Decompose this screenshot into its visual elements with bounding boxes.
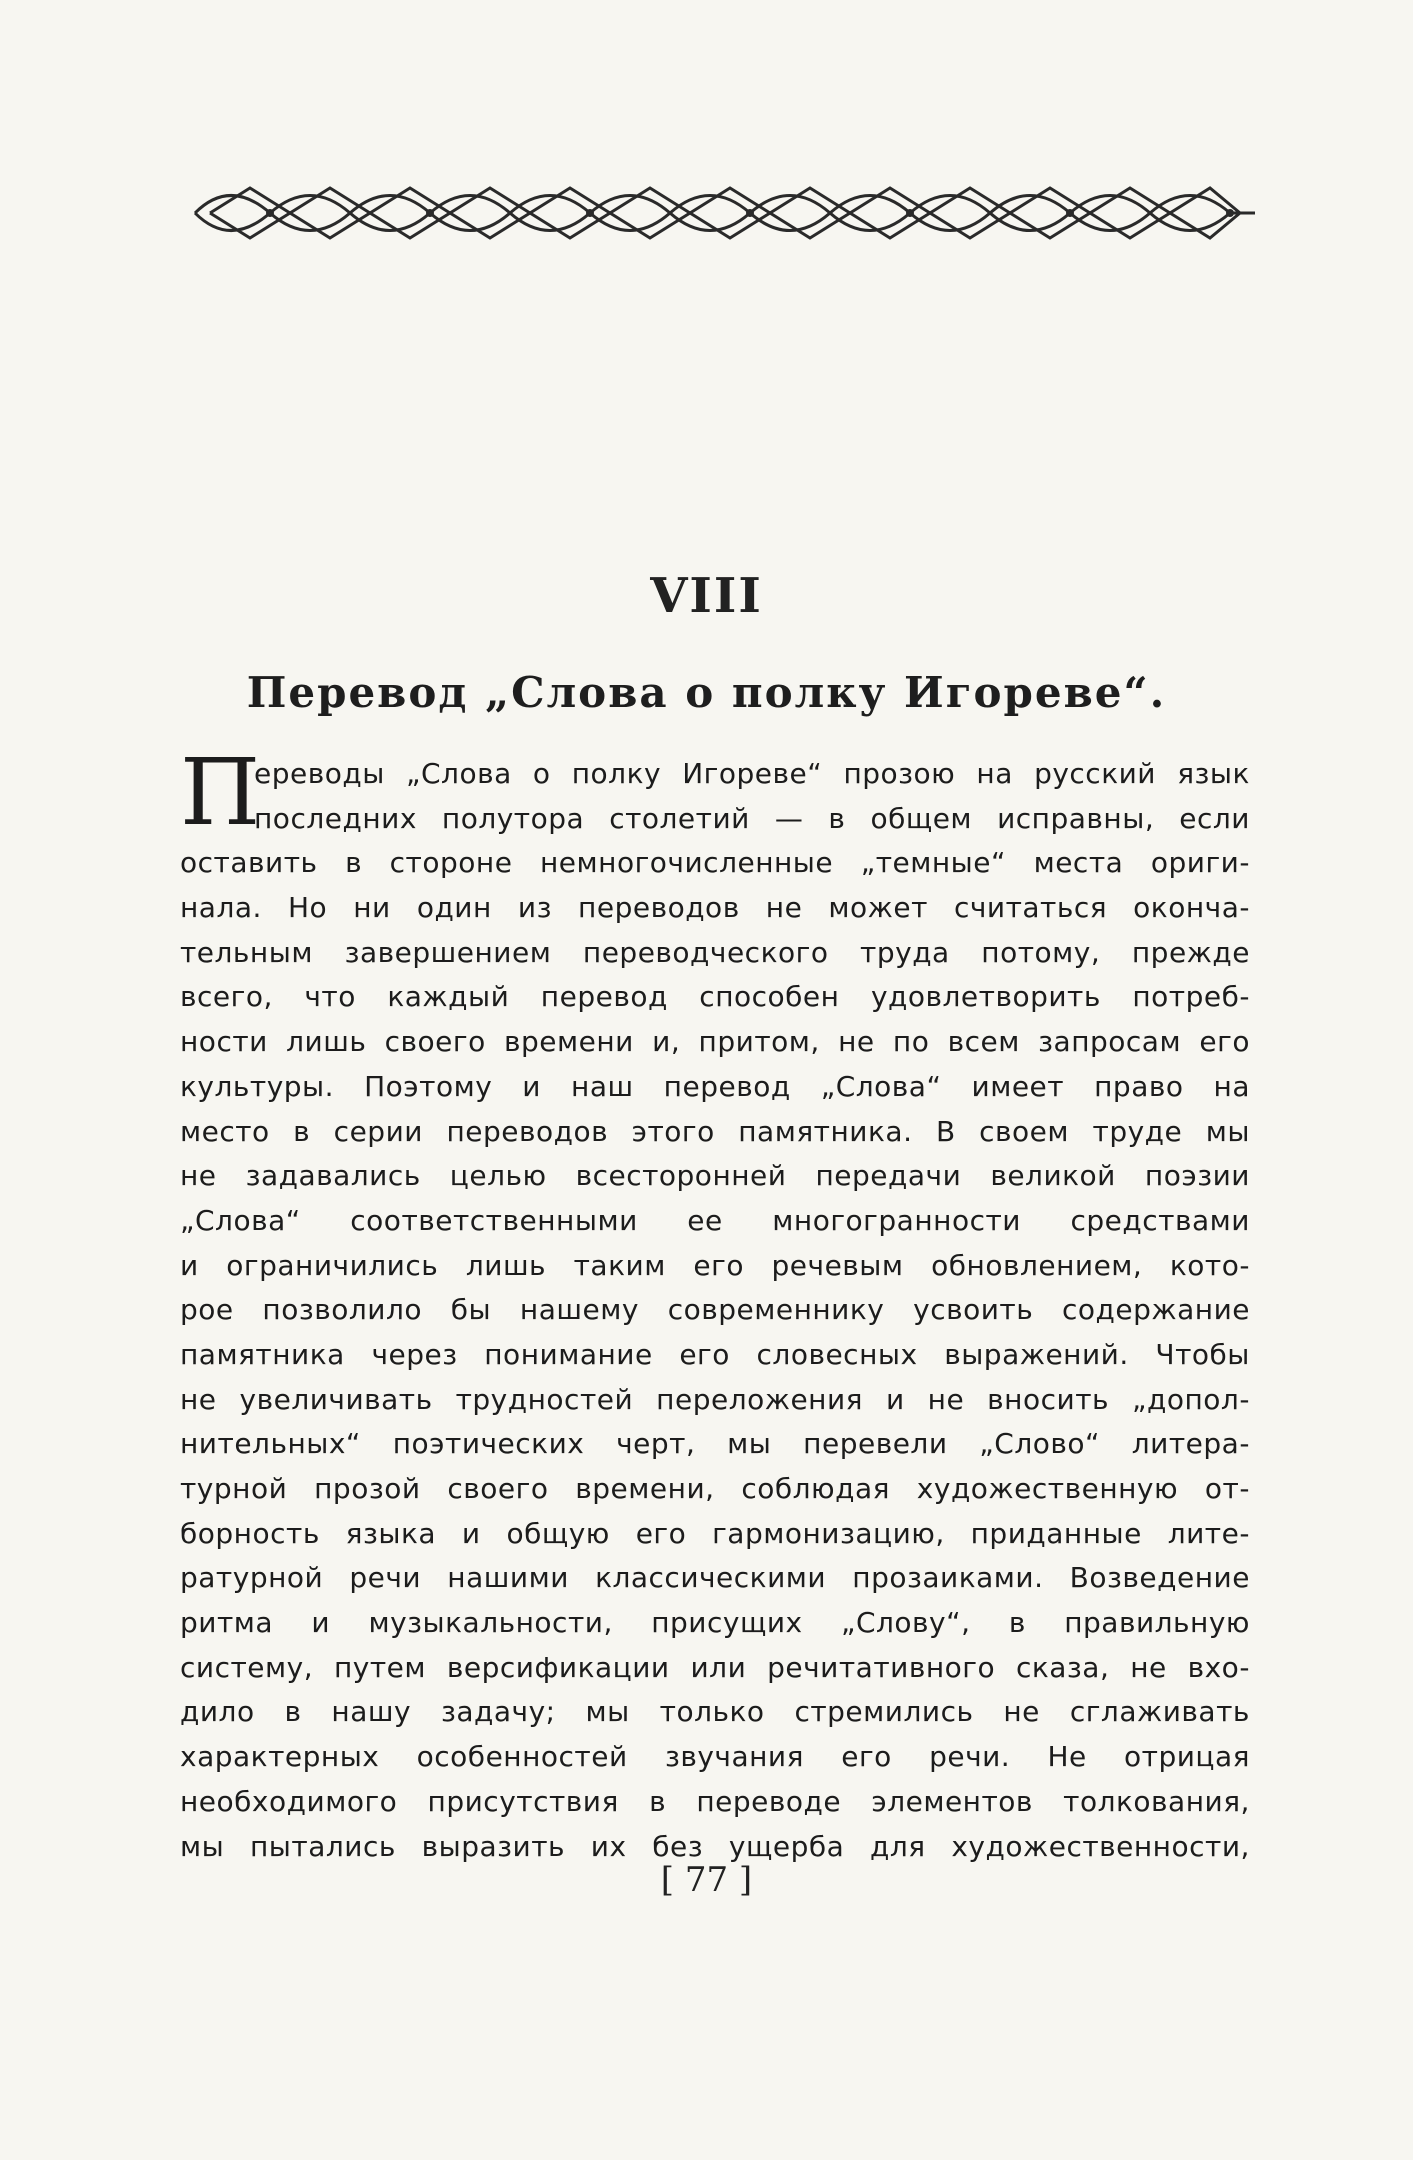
text-line: не увеличивать трудностей переложения и не вносить „допол- [180,1382,1250,1416]
text-line: оставить в стороне немногочисленные „темные“ места ориги- [180,846,1250,880]
text-line: нительных“ поэтических черт, мы перевели „Слово“ литера- [180,1427,1250,1461]
text-line: ереводы „Слова о полку Игореве“ прозою на русский язык [254,757,1250,790]
text-line: рое позволило бы нашему современнику усвоить содержание [180,1293,1250,1327]
text-line: и ограничились лишь таким его речевым обновлением, кото- [180,1248,1250,1282]
text-line: культуры. Поэтому и наш перевод „Слова“ имеет право на [180,1069,1250,1103]
chapter-title: Перевод „Слова о полку Игореве“. [246,668,1167,717]
text-line: „Слова“ соответственными ее многогранности средствами [180,1203,1250,1237]
text-line: мы пытались выразить их без ущерба для художественности, [180,1829,1250,1863]
text-line: необходимого присутствия в переводе элементов толкования, [180,1784,1250,1818]
text-line: ности лишь своего времени и, притом, не по всем запросам его [180,1025,1250,1059]
body-text [180,752,1250,1869]
text-line: тельным завершением переводческого труда потому, прежде [180,935,1250,969]
text-line: памятника через понимание его словесных выражений. Чтобы [180,1337,1250,1371]
text-line: систему, путем версификации или речитативного сказа, не вхо- [180,1650,1250,1684]
decorative-header-ornament [190,168,1260,258]
chapter-number: VIII [650,568,763,624]
text-line: характерных особенностей звучания его речи. Не отрицая [180,1740,1250,1774]
text-line: турной прозой своего времени, соблюдая художественную от- [180,1472,1250,1505]
text-line: не задавались целью всесторонней передачи великой поэзии [180,1159,1250,1193]
text-line: всего, что каждый перевод способен удовлетворить потреб- [180,980,1250,1014]
text-line: борность языка и общую его гармонизацию, приданные лите- [180,1516,1250,1550]
text-line: дило в нашу задачу; мы только стремились не сглаживать [180,1695,1250,1729]
text-line: место в серии переводов этого памятника. В своем труде мы [180,1114,1250,1148]
text-line: ратурной речи нашими классическими прозаиками. Возведение [180,1561,1250,1595]
text-line: последних полутора столетий — в общем исправны, если [254,801,1250,835]
text-line: ритма и музыкальности, присущих „Слову“, в правильную [180,1606,1250,1640]
drop-cap-letter: П [180,739,261,846]
page-number: [ 77 ] [660,1860,753,1900]
text-line: нала. Но ни один из переводов не может считаться оконча- [180,891,1250,925]
